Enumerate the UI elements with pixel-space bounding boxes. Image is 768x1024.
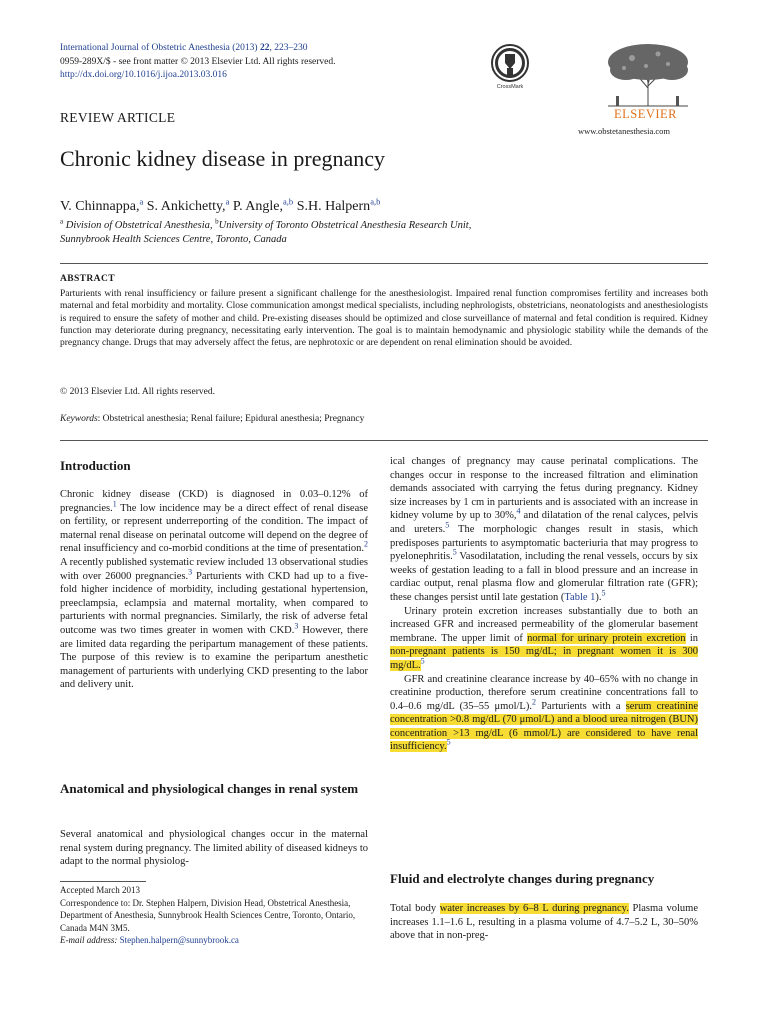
author-affil-mark[interactable]: a,b bbox=[283, 196, 294, 207]
crossmark-icon bbox=[491, 44, 529, 82]
accepted-date: Accepted March 2013 bbox=[60, 885, 140, 895]
reference-link[interactable]: 5 bbox=[601, 588, 606, 598]
anatomy-paragraph-continued bbox=[390, 455, 698, 605]
anatomy-paragraph: Several anatomical and physiological changes occur in the maternal renal system during pregnancy. The limited ability of diseased kidneys to adapt to the normal physiolog- bbox=[60, 829, 368, 868]
journal-info bbox=[60, 42, 440, 83]
author-list bbox=[60, 196, 381, 215]
author-affil-mark[interactable]: a bbox=[225, 196, 230, 207]
table-link[interactable]: Table 1 bbox=[564, 591, 596, 603]
publisher-name: ELSEVIER bbox=[614, 107, 678, 121]
author-name: S.H. Halpern bbox=[296, 199, 371, 214]
text-run: A recently published systematic review included 13 observational studies with over 26000 pregnancies. bbox=[60, 556, 368, 582]
keywords bbox=[60, 414, 364, 424]
abstract-heading: ABSTRACT bbox=[60, 274, 115, 284]
text-run: Parturients with CKD had up to a five-fold higher incidence of morbidity, including gestational hypertension, preeclampsia, eclampsia and maternal mortality, when compared to parturients with normal pregnancies. Similarly, the risk of adverse fetal outcome was two times greater in women with CKD. bbox=[60, 570, 368, 636]
email-label: E-mail address: bbox=[60, 935, 118, 945]
affil-mark: b bbox=[215, 217, 219, 226]
affil-mark: a bbox=[60, 217, 64, 226]
text-run: ical changes of pregnancy may cause perinatal complications. The changes occur in response to the increased filtration and elimination demands associated with carrying the fetus during pregnancy. Kidney size increases by 1 cm in parturients and is associated with an increase in kidney volume by up to 30%, bbox=[390, 456, 698, 522]
divider bbox=[60, 440, 708, 441]
journal-url[interactable]: www.obstetanesthesia.com bbox=[578, 126, 670, 136]
text-run: and dilatation of the renal calyces, pelvis and ureters. bbox=[390, 510, 698, 535]
reference-link[interactable]: 3 bbox=[294, 621, 299, 631]
text-run: GFR and creatinine clearance increase by 40–65% with no change in creatinine production, therefore serum creatinine concentrations fall to 0.4–0.6 mg/dL (35–55 μmol/L). bbox=[390, 673, 698, 712]
affiliations bbox=[60, 219, 660, 247]
journal-name[interactable]: International Journal of Obstetric Anesthesia (2013) bbox=[60, 43, 258, 53]
section-heading-anatomy: Anatomical and physiological changes in renal system bbox=[60, 781, 359, 796]
article-type: REVIEW ARTICLE bbox=[60, 110, 176, 125]
highlighted-text[interactable]: serum creatinine concentration >0.8 mg/dL (70 μmol/L) and a blood urea nitrogen (BUN) concentration >13 mg/dL (6 mmol/L) are considered to have renal insufficiency. bbox=[390, 700, 698, 753]
keywords-label: Keywords bbox=[60, 414, 98, 424]
doi-link[interactable]: http://dx.doi.org/10.1016/j.ijoa.2013.03.016 bbox=[60, 70, 227, 80]
author-affil-mark[interactable]: a,b bbox=[370, 196, 381, 207]
text-run: The morphologic changes result in stasis, which predisposes parturients to asymptomatic bacteriuria that may progress to pyelonephritis. bbox=[390, 523, 698, 563]
crossmark-label: CrossMark bbox=[496, 84, 524, 90]
keywords-list: : Obstetrical anesthesia; Renal failure; Epidural anesthesia; Pregnancy bbox=[97, 414, 365, 424]
author-name: P. Angle, bbox=[232, 199, 284, 214]
issn-line: 0959-289X/$ - see front matter © 2013 Elsevier Ltd. All rights reserved. bbox=[60, 56, 336, 67]
gfr-paragraph bbox=[390, 673, 698, 755]
text-run: Plasma volume increases 1.1–1.6 L, resulting in a plasma volume of 4.7–5.2 L, 30–50% above that in non-preg- bbox=[390, 903, 699, 942]
divider bbox=[60, 263, 708, 264]
article-title: Chronic kidney disease in pregnancy bbox=[60, 146, 386, 171]
crossmark-badge[interactable] bbox=[484, 44, 536, 90]
text-run: in bbox=[685, 632, 698, 644]
reference-link[interactable]: 5 bbox=[445, 520, 450, 530]
text-run: The low incidence may be a direct effect of renal disease on fertility, or represent underreporting of the condition. The impact of maternal renal disease on perinatal outcome will depend on the degree of renal insufficiency and co-morbid conditions at the time of presentation. bbox=[60, 502, 368, 555]
reference-link[interactable]: 3 bbox=[188, 567, 193, 577]
affiliation-a: Division of Obstetrical Anesthesia, bbox=[65, 220, 213, 231]
author-name: V. Chinnappa, bbox=[60, 199, 140, 214]
text-run: Parturients with a bbox=[535, 700, 626, 712]
text-run: ). bbox=[595, 591, 602, 603]
author-affil-mark[interactable]: a bbox=[139, 196, 144, 207]
reference-link[interactable]: 4 bbox=[516, 506, 521, 516]
reference-link[interactable]: 2 bbox=[531, 697, 536, 707]
reference-link[interactable]: 5 bbox=[452, 547, 457, 557]
tree-icon bbox=[588, 40, 708, 108]
footnote-divider bbox=[60, 881, 146, 882]
abstract-text: Parturients with renal insufficiency or failure present a significant challenge for the anesthesiologist. Impaired renal function compromises fertility and increases both maternal and fetal morbidity and mortality. Close communication amongst medical specialists, including nephrologists, obstetricians, neonatologists and anesthesiologists is required to ensure the safety of mother and child. Pre-existing diseases should be optimized and close surveillance of maternal and fetal condition is required. Kidney function may deteriorate during pregnancy, necessitating early intervention. The goal is to maintain hemodynamic and physiologic stability while the demands of the pregnancy change. Drugs that may adversely affect the fetus, are nephrotoxic or are dependent on renal elimination should be avoided. bbox=[60, 289, 708, 349]
reference-link[interactable]: 1 bbox=[112, 499, 117, 509]
highlighted-text[interactable]: water increases by 6–8 L during pregnancy. bbox=[439, 903, 629, 914]
elsevier-tree-logo bbox=[588, 40, 708, 113]
reference-link[interactable]: 5 bbox=[420, 656, 425, 666]
section-heading-introduction: Introduction bbox=[60, 458, 131, 473]
author-name: S. Ankichetty, bbox=[146, 199, 226, 214]
highlighted-text[interactable]: non-pregnant patients is 150 mg/dL; in pregnant women it is 300 mg/dL. bbox=[390, 646, 698, 671]
affiliation-b: University of Toronto Obstetrical Anesthesia Research Unit, bbox=[218, 220, 472, 231]
affiliation-location: Sunnybrook Health Sciences Centre, Toronto, Canada bbox=[60, 234, 287, 245]
text-run: Urinary protein excretion increases substantially due to both an increased GFR and increased permeability of the glomerular basement membrane. The upper limit of bbox=[390, 605, 698, 644]
correspondence: Correspondence to: Dr. Stephen Halpern, Division Head, Obstetrical Anesthesia, Department of Anesthesia, Sunnybrook Health Sciences Centre, Toronto, Ontario, Canada M4N 3M5. bbox=[60, 897, 356, 933]
section-heading-fluid: Fluid and electrolyte changes during pregnancy bbox=[390, 871, 655, 886]
reference-link[interactable]: 5 bbox=[446, 737, 451, 747]
fluid-paragraph bbox=[390, 902, 698, 943]
text-run: Chronic kidney disease (CKD) is diagnosed in 0.03–0.12% of pregnancies. bbox=[60, 489, 368, 514]
text-run: Total body bbox=[390, 903, 440, 914]
protein-paragraph bbox=[390, 605, 698, 673]
reference-link[interactable]: 2 bbox=[364, 539, 368, 549]
text-run: However, there are limited data regarding the peripartum management of these patients. The purpose of this review is to examine the peripartum anesthetic management of parturients with underlying CKD presenting to the labor and delivery unit. bbox=[60, 624, 368, 691]
email-link[interactable]: Stephen.halpern@sunnybrook.ca bbox=[119, 935, 239, 945]
right-column bbox=[390, 455, 698, 754]
introduction-paragraph bbox=[60, 488, 368, 692]
footnote bbox=[60, 884, 370, 947]
highlighted-text[interactable]: normal for urinary protein excretion bbox=[527, 632, 686, 644]
text-run: Vasodilatation, including the renal vessels, occurs by six weeks of gestation leading to a fall in blood pressure and an increase in cardiac output, renal plasma flow and glomerular filtration rate (GFR); these changes persist until late gestation ( bbox=[390, 551, 698, 603]
abstract-copyright: © 2013 Elsevier Ltd. All rights reserved. bbox=[60, 387, 215, 397]
journal-pages: , 223–230 bbox=[269, 43, 308, 53]
journal-volume: 22 bbox=[259, 43, 270, 53]
